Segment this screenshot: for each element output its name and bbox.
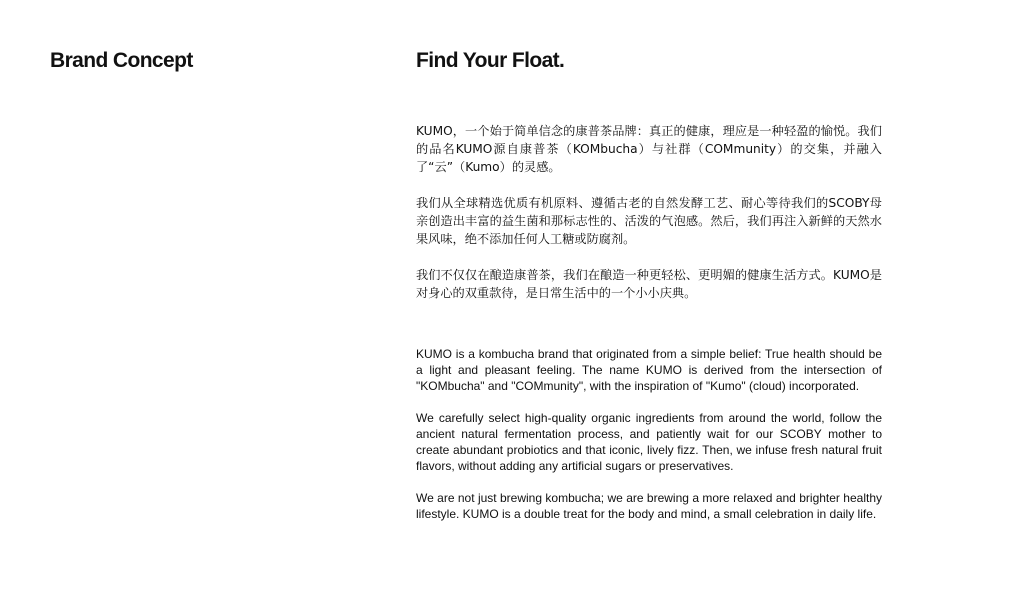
section-label: Brand Concept [50,49,193,72]
headline: Find Your Float. [416,49,565,72]
chinese-description [416,122,882,302]
chinese-paragraph-2: 我们从全球精选优质有机原料、遵循古老的自然发酵工艺、耐心等待我们的SCOBY母亲创造出丰富的益生菌和那标志性的、活泼的气泡感。然后，我们再注入新鲜的天然水果风味，绝不添加任何人工糖或防腐剂。 [416,196,882,246]
chinese-paragraph-1: KUMO，一个始于简单信念的康普茶品牌：真正的健康，理应是一种轻盈的愉悦。我们的品名KUMO源自康普茶（KOMbucha）与社群（COMmunity）的交集，并融入了“云”（Kumo）的灵感。 [416,124,882,174]
english-paragraph-1: KUMO is a kombucha brand that originated from a simple belief: True health should be a light and pleasant feeling. The name KUMO is derived from the intersection of "KOMbucha" and "COMmunity", with the inspiration of "Kumo" (cloud) incorporated. [416,347,882,393]
english-paragraph-2: We carefully select high-quality organic ingredients from around the world, follow the ancient natural fermentation process, and patiently wait for our SCOBY mother to create abundant probiotics and that iconic, lively fizz. Then, we infuse fresh natural fruit flavors, without adding any artificial sugars or preservatives. [416,411,882,473]
english-paragraph-3: We are not just brewing kombucha; we are brewing a more relaxed and brighter healthy lifestyle. KUMO is a double treat for the body and mind, a small celebration in daily life. [416,491,882,521]
chinese-paragraph-3: 我们不仅仅在酿造康普茶，我们在酿造一种更轻松、更明媚的健康生活方式。KUMO是对身心的双重款待，是日常生活中的一个小小庆典。 [416,268,882,300]
english-description [416,346,882,522]
